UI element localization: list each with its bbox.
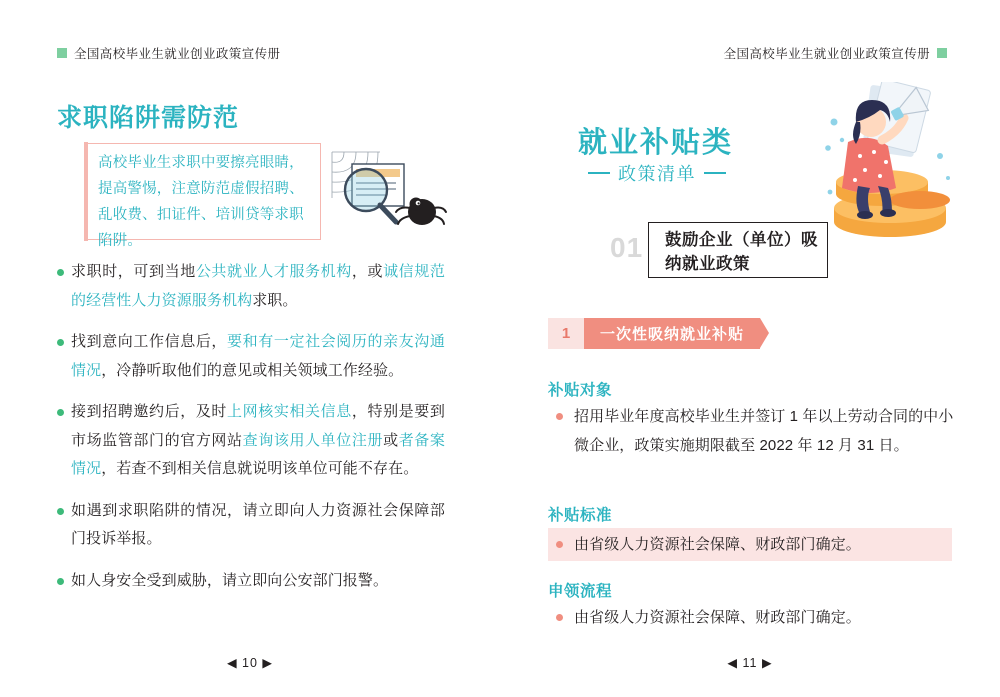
dash-right-icon bbox=[704, 172, 726, 174]
square-marker-icon bbox=[937, 48, 947, 58]
page-number-right: ◀ 11 ▶ bbox=[727, 656, 773, 670]
section-subtitle bbox=[588, 160, 726, 186]
quote-box-accent-bar bbox=[84, 142, 87, 241]
dash-left-icon bbox=[588, 172, 610, 174]
chapter-number: 01 bbox=[610, 232, 644, 263]
list-item: 由省级人力资源社会保障、财政部门确定。 bbox=[548, 603, 958, 632]
left-bullet-list bbox=[57, 258, 445, 608]
running-head-right bbox=[724, 44, 947, 62]
subheading-subsidy-standard: 补贴标准 bbox=[548, 507, 613, 524]
running-head-left-text: 全国高校毕业生就业创业政策宣传册 bbox=[74, 47, 281, 61]
page-title: 求职陷阱需防范 bbox=[57, 104, 240, 132]
section-number: 1 bbox=[548, 318, 584, 349]
list-item: 接到招聘邀约后，及时上网核实相关信息，特别是要到市场监管部门的官方网站查询该用人单位注册或者备案情况，若查不到相关信息就说明该单位可能不存在。 bbox=[57, 398, 445, 484]
quote-text: 高校毕业生求职中要擦亮眼睛，提高警惕，注意防范虚假招聘、乱收费、扣证件、培训贷等求职陷阱。 bbox=[98, 155, 304, 249]
employment-subsidy-illustration bbox=[770, 82, 960, 242]
list-item: 找到意向工作信息后，要和有一定社会阅历的亲友沟通情况，冷静听取他们的意见或相关领域工作经验。 bbox=[57, 328, 445, 385]
section-title: 就业补贴类 bbox=[578, 127, 734, 159]
subheading-application-process: 申领流程 bbox=[548, 583, 613, 600]
list-item: 由省级人力资源社会保障、财政部门确定。 bbox=[548, 528, 952, 561]
subheading-subsidy-target: 补贴对象 bbox=[548, 382, 613, 399]
list-item: 招用毕业年度高校毕业生并签订 1 年以上劳动合同的中小微企业，政策实施期限截至 2022 年 12 月 31 日。 bbox=[548, 402, 958, 460]
section-label: 一次性吸纳就业补贴 bbox=[584, 318, 760, 349]
list-item: 如遇到求职陷阱的情况，请立即向人力资源社会保障部门投诉举报。 bbox=[57, 497, 445, 554]
section-subtitle-text: 政策清单 bbox=[618, 164, 696, 184]
page-number-left: ◀ 10 ▶ bbox=[226, 656, 274, 670]
magnifier-illustration bbox=[330, 150, 450, 250]
list-item: 如人身安全受到威胁，请立即向公安部门报警。 bbox=[57, 567, 445, 596]
section-banner bbox=[548, 318, 760, 349]
chapter-label: 鼓励企业（单位）吸纳就业政策 bbox=[665, 231, 818, 273]
square-marker-icon bbox=[57, 48, 67, 58]
list-item: 求职时，可到当地公共就业人才服务机构，或诚信规范的经营性人力资源服务机构求职。 bbox=[57, 258, 445, 315]
running-head-right-text: 全国高校毕业生就业创业政策宣传册 bbox=[723, 47, 930, 61]
running-head-left bbox=[57, 44, 280, 62]
